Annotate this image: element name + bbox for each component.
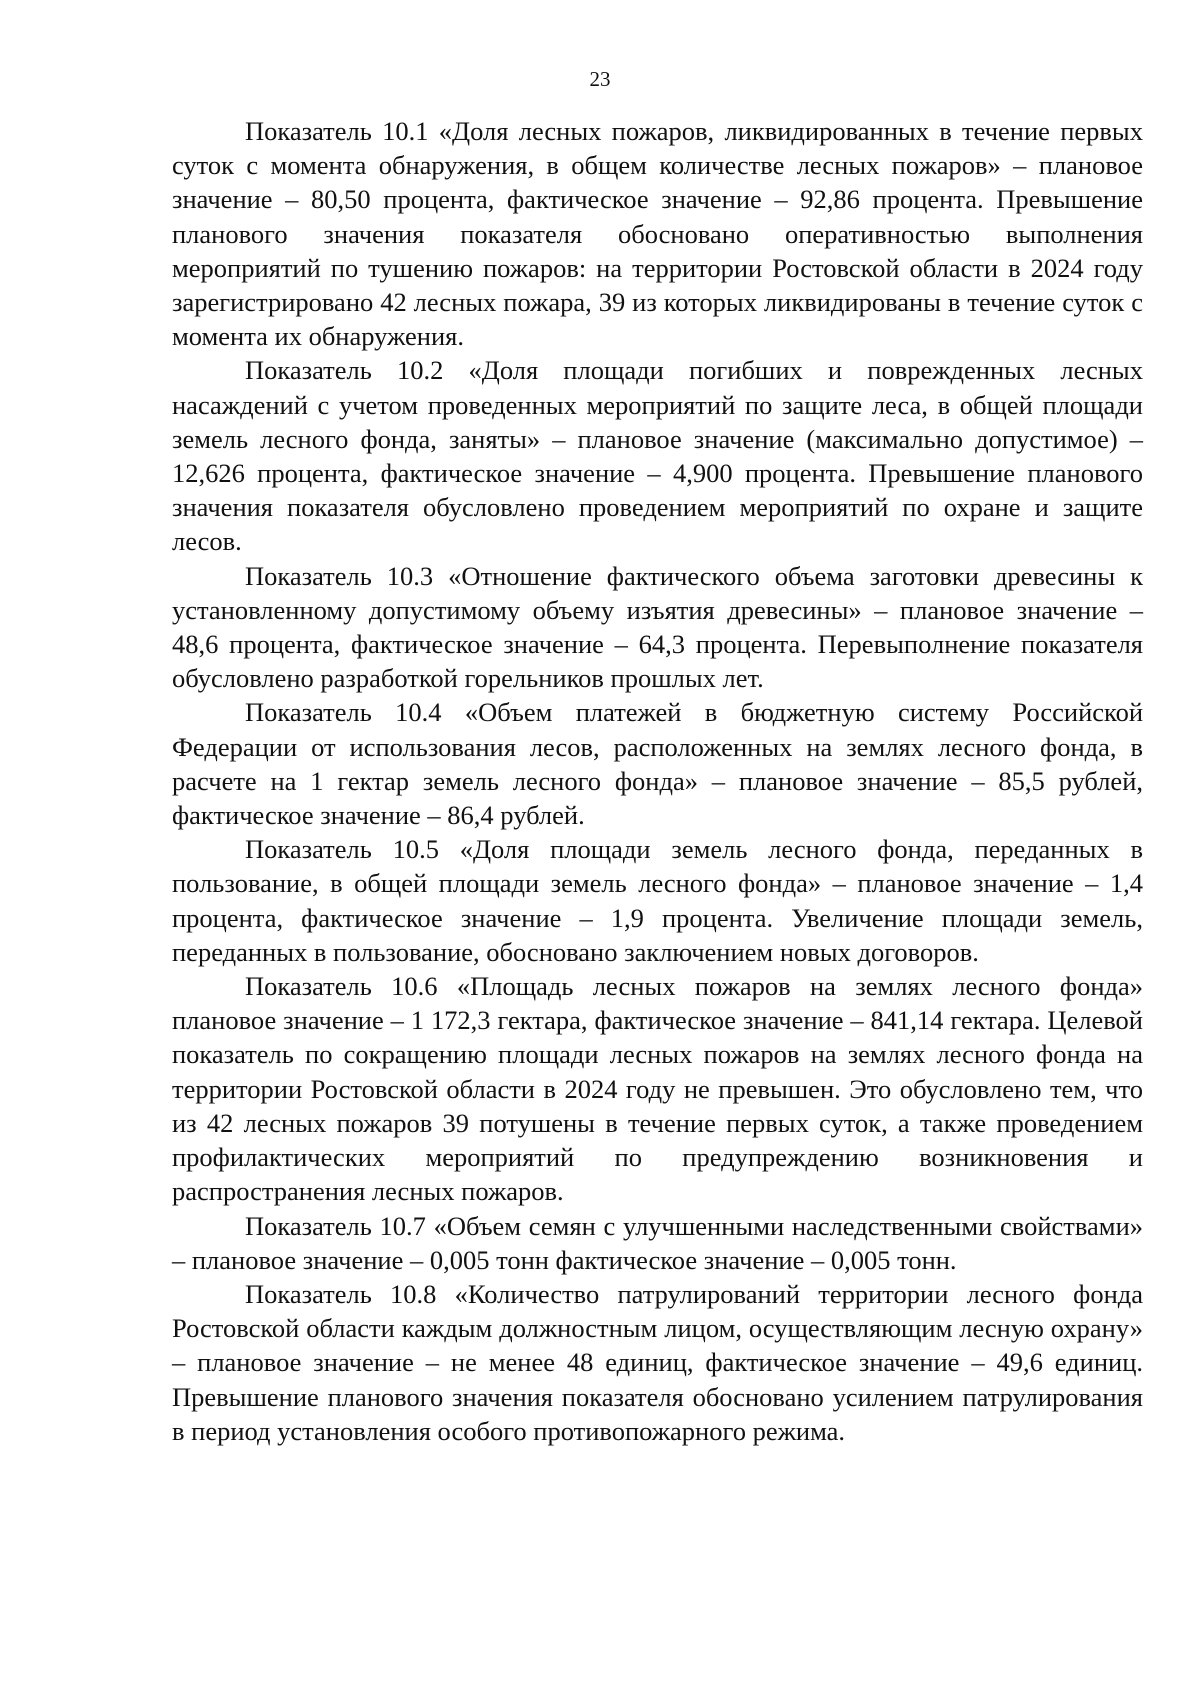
paragraph-indicator-10-7: Показатель 10.7 «Объем семян с улучшенными наследственными свойствами» – плановое значение – 0,005 тонн фактическое значение – 0,005 тонн. bbox=[172, 1210, 1143, 1275]
paragraph-indicator-10-8: Показатель 10.8 «Количество патрулирований территории лесного фонда Ростовской области каждым должностным лицом, осуществляющим лесную охрану» – плановое значение – не менее 48 единиц, фактическое значение – 49,6 единиц. Превышение планового значения показателя обосновано усилением патрулирования в период установления особого противопожарного режима. bbox=[172, 1278, 1143, 1446]
page-number: 23 bbox=[589, 67, 611, 91]
paragraph-indicator-10-2: Показатель 10.2 «Доля площади погибших и поврежденных лесных насаждений с учетом проведенных мероприятий по защите леса, в общей площади земель лесного фонда, заняты» – плановое значение (максимально допустимое) – 12,626 процента, фактическое значение – 4,900 процента. Превышение планового значения показателя обусловлено проведением мероприятий по охране и защите лесов. bbox=[172, 355, 1143, 557]
paragraph-indicator-10-3: Показатель 10.3 «Отношение фактического объема заготовки древесины к установленному допустимому объему изъятия древесины» – плановое значение – 48,6 процента, фактическое значение – 64,3 процента. Перевыполнение показателя обусловлено разработкой горельников прошлых лет. bbox=[172, 560, 1143, 694]
paragraph-indicator-10-5: Показатель 10.5 «Доля площади земель лесного фонда, переданных в пользование, в общей площади земель лесного фонда» – плановое значение – 1,4 процента, фактическое значение – 1,9 процента. Увеличение площади земель, переданных в пользование, обосновано заключением новых договоров. bbox=[172, 834, 1143, 967]
paragraph-indicator-10-1: Показатель 10.1 «Доля лесных пожаров, ликвидированных в течение первых суток с момента обнаружения, в общем количестве лесных пожаров» – плановое значение – 80,50 процента, фактическое значение – 92,86 процента. Превышение планового значения показателя обосновано оперативностью выполнения мероприятий по тушению пожаров: на территории Ростовской области в 2024 году зарегистрировано 42 лесных пожара, 39 из которых ликвидированы в течение суток с момента их обнаружения. bbox=[172, 116, 1143, 352]
paragraph-indicator-10-4: Показатель 10.4 «Объем платежей в бюджетную систему Российской Федерации от использования лесов, расположенных на землях лесного фонда, в расчете на 1 гектар земель лесного фонда» – плановое значение – 85,5 рублей, фактическое значение – 86,4 рублей. bbox=[172, 697, 1143, 831]
document-body bbox=[172, 114, 1143, 1448]
paragraph-indicator-10-6: Показатель 10.6 «Площадь лесных пожаров на землях лесного фонда» плановое значение – 1 172,3 гектара, фактическое значение – 841,14 гектара. Целевой показатель по сокращению площади лесных пожаров на землях лесного фонда на территории Ростовской области в 2024 году не превышен. Это обусловлено тем, что из 42 лесных пожаров 39 потушены в течение первых суток, а также проведением профилактических мероприятий по предупреждению возникновения и распространения лесных пожаров. bbox=[172, 971, 1143, 1207]
